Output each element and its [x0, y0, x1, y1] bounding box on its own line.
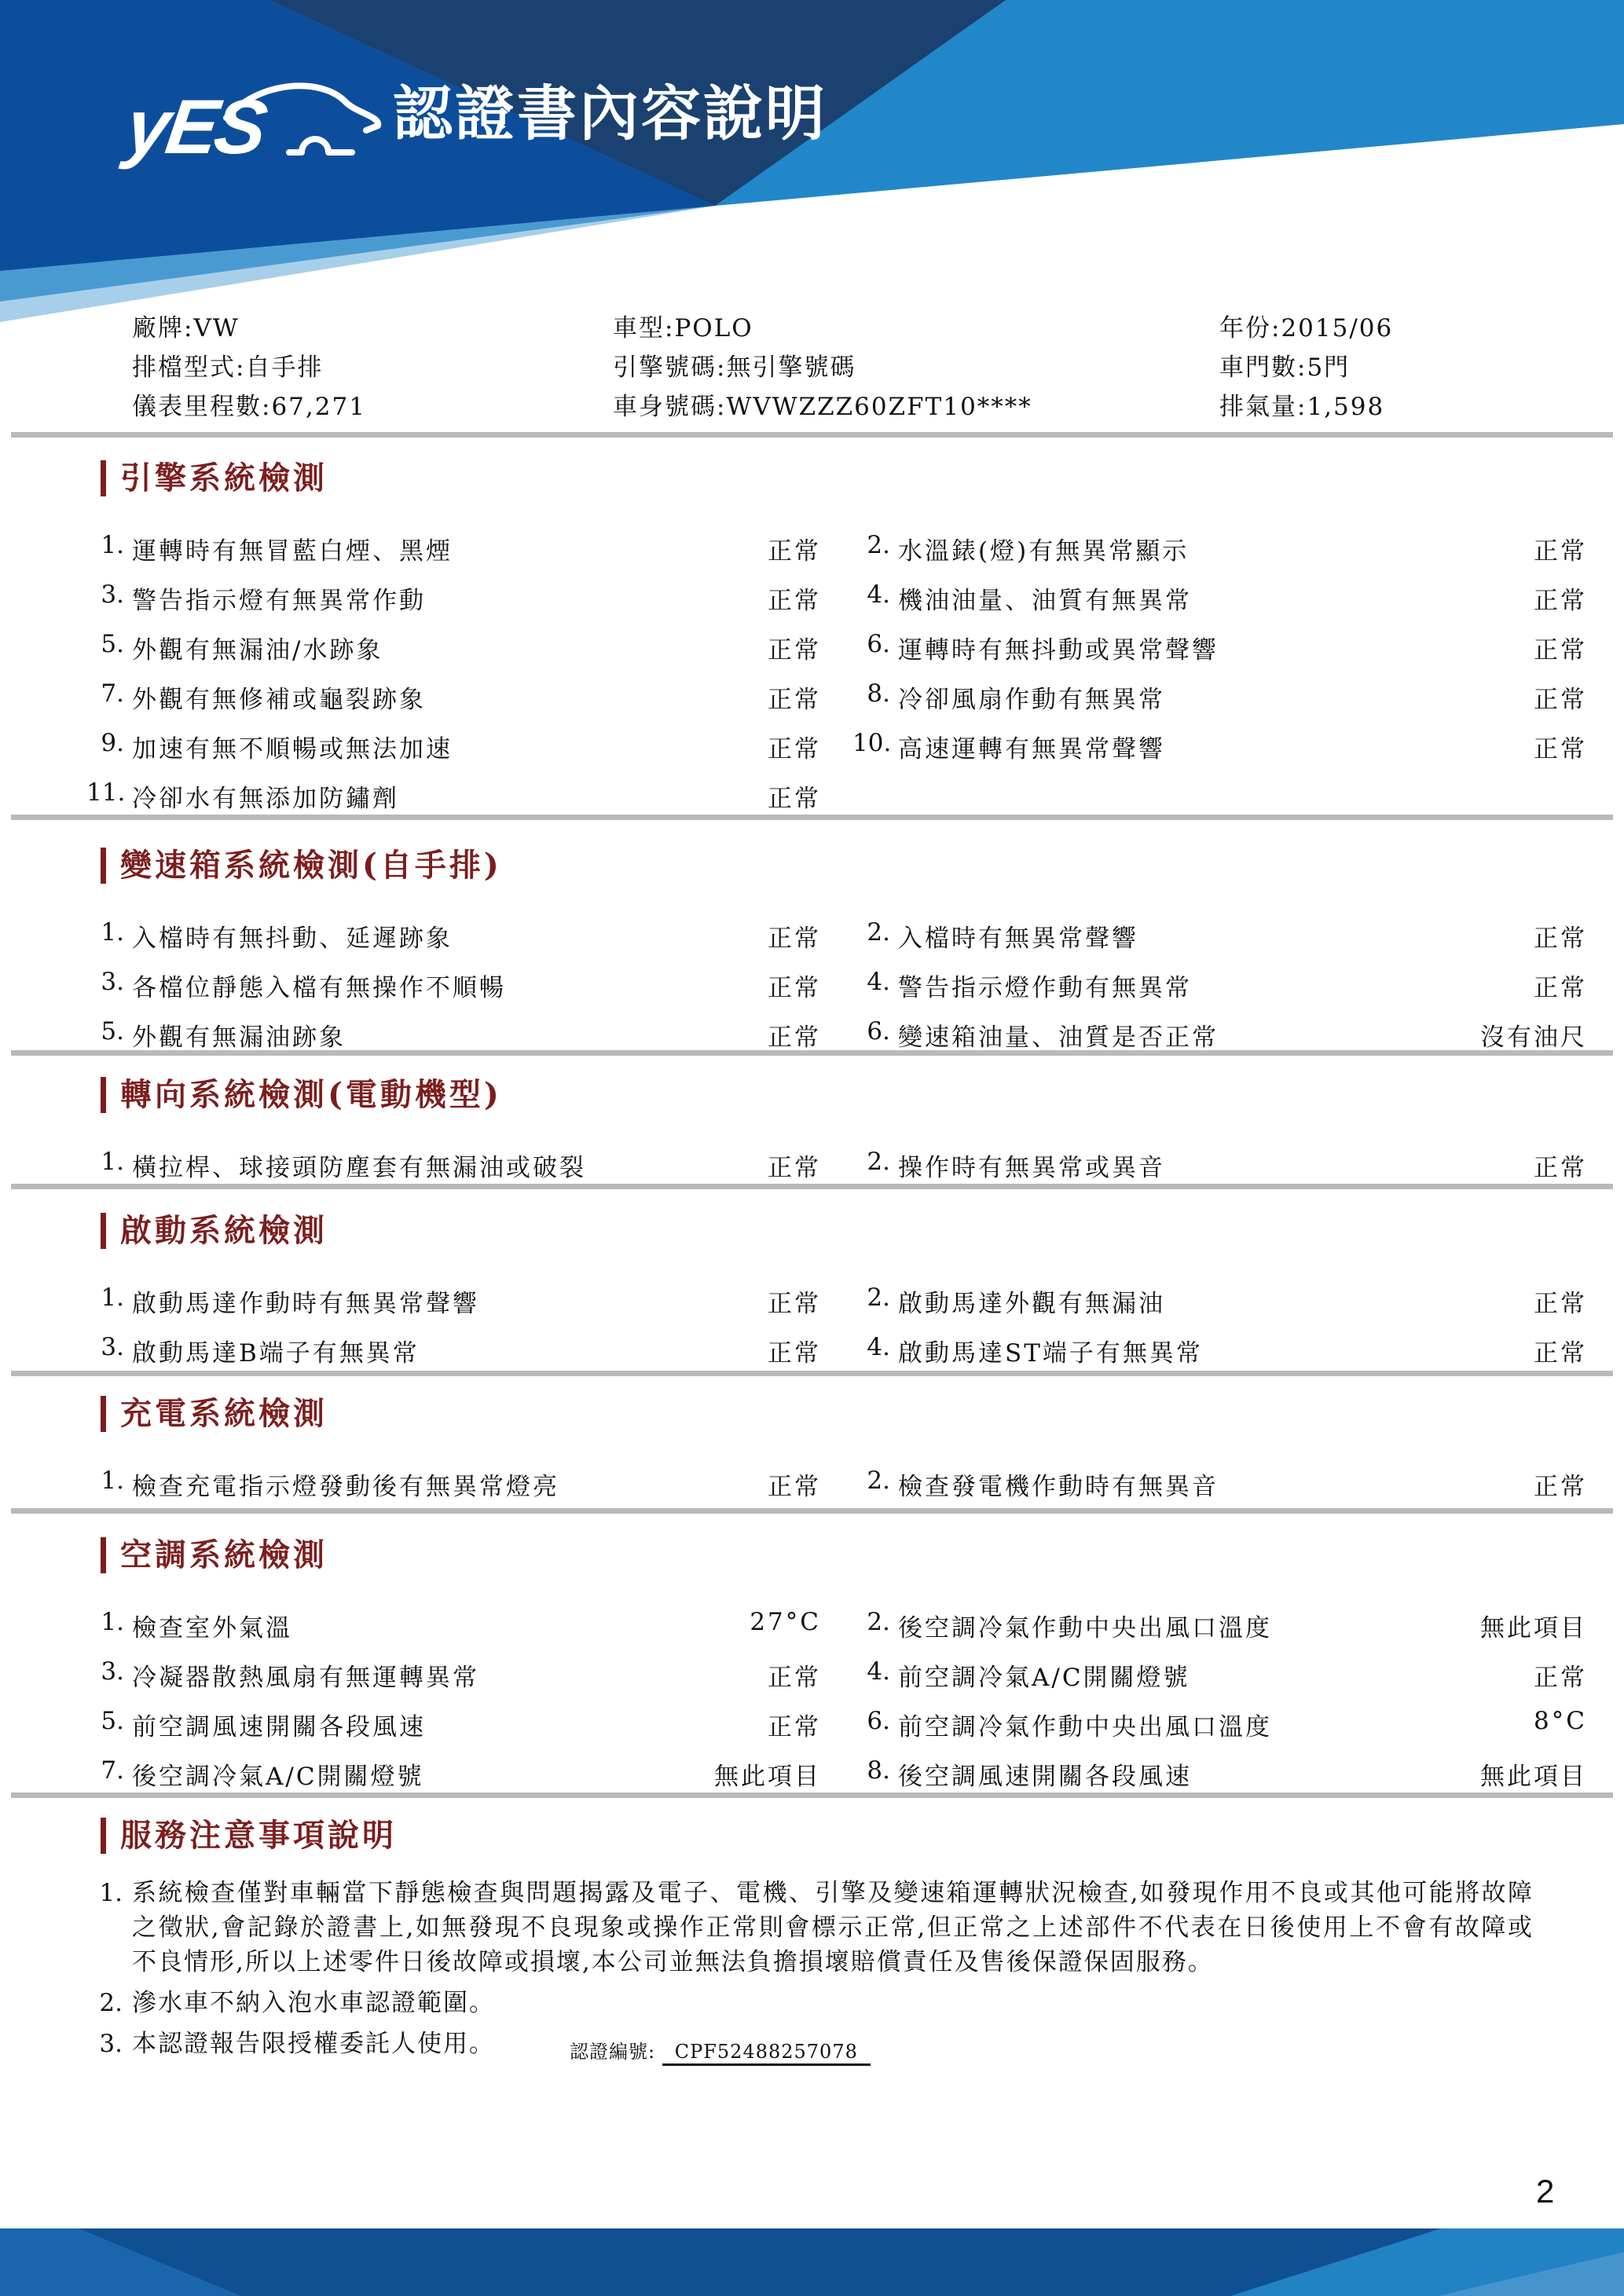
item-text: 外觀有無修補或龜裂跡象: [132, 686, 426, 714]
inspection-section: [0, 460, 1624, 828]
item-result: 正常: [768, 1473, 821, 1501]
item-number: 9.: [101, 729, 124, 757]
item-result: 正常: [1534, 1290, 1587, 1318]
item-text: 啟動馬達ST端子有無異常: [898, 1339, 1203, 1368]
checklist-item: [852, 580, 1587, 630]
car-outline-icon: [222, 75, 387, 162]
checklist-item: [86, 679, 821, 729]
item-number: 1.: [101, 918, 124, 947]
checklist-item: [852, 1608, 1587, 1657]
note-number: 3.: [99, 2030, 123, 2058]
field-value: POLO: [674, 314, 753, 342]
checklist-item: [852, 968, 1587, 1017]
note-text: 滲水車不納入泡水車認證範圍。: [132, 1989, 495, 2017]
section-title-text: 引擎系統檢測: [120, 460, 328, 496]
note-text: 系統檢查僅對車輛當下靜態檢查與問題揭露及電子、電機、引擎及變速箱運轉狀況檢查,如發現作用不良或其他可能將故障之徵狀,會記錄於證書上,如無發現不良現象或操作正常則會標示正常,但正常之上述部件不代表在日後使用上不會有故障或不良情形,所以上述零件日後故障或損壞,本公司並無法負擔損壞賠償責任及售後保證保固服務。: [132, 1879, 1534, 1976]
item-number: 2.: [867, 1148, 890, 1176]
page-title: 認證書內容說明: [393, 81, 827, 148]
item-text: 檢查室外氣溫: [132, 1614, 292, 1642]
item-text: 外觀有無漏油/水跡象: [132, 636, 383, 665]
item-number: 2.: [867, 1608, 890, 1636]
item-result: 正常: [768, 1713, 821, 1741]
item-number: 5.: [101, 630, 124, 658]
item-result: 27°C: [750, 1608, 821, 1636]
section-title: [101, 1537, 1624, 1573]
checklist-item: [86, 1608, 821, 1657]
field-value: VW: [193, 314, 240, 342]
item-number: 2.: [867, 1467, 890, 1495]
checklist-item: [86, 531, 821, 580]
checklist-item: [852, 531, 1587, 580]
checklist-item: [852, 729, 1587, 778]
vehicle-info-column-2: [613, 308, 1032, 426]
certificate-number-label: 認證編號:: [570, 2041, 656, 2063]
item-number: 4.: [867, 1657, 890, 1686]
item-number: 1.: [101, 1148, 124, 1176]
colon: :: [665, 314, 675, 342]
section-title: [101, 1818, 1624, 1854]
item-result: 正常: [768, 1023, 821, 1052]
vehicle-info-field: [1219, 386, 1393, 426]
item-result: 正常: [768, 925, 821, 953]
item-text: 橫拉桿、球接頭防塵套有無漏油或破裂: [132, 1154, 586, 1182]
inspection-section: [0, 848, 1624, 1067]
item-result: 正常: [768, 1339, 821, 1368]
item-result: 正常: [1534, 1473, 1587, 1501]
section-title-text: 變速箱系統檢測(自手排): [120, 847, 502, 884]
item-result: 正常: [768, 1154, 821, 1182]
item-result: 無此項目: [1480, 1763, 1587, 1791]
service-notes-list: [0, 1854, 1624, 2069]
note-number: 1.: [99, 1879, 123, 1907]
item-text: 加速有無不順暢或無法加速: [132, 735, 453, 764]
item-result: 正常: [768, 1664, 821, 1692]
field-label: 引擎號碼: [613, 353, 717, 382]
item-text: 運轉時有無冒藍白煙、黑煙: [132, 537, 453, 566]
colon: :: [262, 393, 272, 421]
item-text: 啟動馬達外觀有無漏油: [898, 1290, 1165, 1318]
yes-logo-text: yES: [121, 83, 269, 170]
vehicle-info-field: [132, 347, 366, 386]
item-number: 2.: [867, 918, 890, 947]
item-text: 後空調風速開關各段風速: [898, 1763, 1192, 1791]
field-value: 無引擎號碼: [726, 353, 856, 382]
checklist-item: [86, 1657, 821, 1707]
vehicle-info-field: [132, 308, 366, 347]
section-items: [86, 884, 1587, 1067]
item-result: 正常: [768, 785, 821, 813]
item-result: 正常: [768, 636, 821, 665]
item-number: 5.: [101, 1017, 124, 1045]
item-text: 後空調冷氣作動中央出風口溫度: [898, 1614, 1272, 1642]
item-text: 操作時有無異常或異音: [898, 1154, 1165, 1182]
item-number: 1.: [101, 1608, 124, 1636]
service-note: [86, 1876, 1534, 1979]
item-text: 冷卻水有無添加防鏽劑: [132, 785, 399, 813]
checklist-item: [86, 1017, 821, 1067]
item-text: 變速箱油量、油質是否正常: [898, 1023, 1219, 1052]
service-note: [86, 1986, 1534, 2020]
item-result: 沒有油尺: [1480, 1023, 1587, 1052]
checklist-item: [852, 1148, 1587, 1197]
section-title: [101, 460, 1624, 496]
colon: :: [717, 353, 727, 382]
field-label: 車身號碼: [613, 393, 717, 421]
item-result: 正常: [1534, 735, 1587, 764]
item-number: 6.: [867, 1707, 890, 1735]
item-number: 2.: [867, 531, 890, 559]
item-number: 6.: [867, 1017, 890, 1045]
checklist-item: [86, 729, 821, 778]
checklist-item: [852, 1467, 1587, 1516]
checklist-item: [86, 778, 821, 828]
vehicle-info-field: [132, 386, 366, 426]
checklist-item: [852, 1017, 1587, 1067]
checklist-item: [86, 968, 821, 1017]
checklist-item: [852, 630, 1587, 679]
item-result: 正常: [1534, 974, 1587, 1002]
item-result: 正常: [768, 1290, 821, 1318]
item-number: 3.: [101, 1333, 124, 1361]
section-title: [101, 1396, 1624, 1432]
item-result: 正常: [1534, 1664, 1587, 1692]
item-number: 10.: [852, 729, 892, 757]
checklist-item: [86, 1148, 821, 1197]
item-result: 正常: [768, 537, 821, 566]
colon: :: [236, 353, 246, 382]
item-result: 正常: [768, 686, 821, 714]
item-result: 無此項目: [714, 1763, 821, 1791]
checklist-item: [86, 918, 821, 968]
item-text: 各檔位靜態入檔有無操作不順暢: [132, 974, 506, 1002]
item-text: 檢查充電指示燈發動後有無異常燈亮: [132, 1473, 559, 1501]
item-number: 3.: [101, 580, 124, 609]
item-result: 正常: [1534, 1154, 1587, 1182]
item-number: 8.: [867, 1756, 890, 1785]
section-items: [86, 1249, 1587, 1382]
inspection-section: [0, 1396, 1624, 1516]
item-number: 11.: [86, 778, 126, 807]
field-label: 車型: [613, 314, 665, 342]
section-title-text: 啟動系統檢測: [120, 1212, 328, 1249]
vehicle-info-field: [613, 386, 1032, 426]
field-value: 5門: [1307, 353, 1351, 382]
checklist-item: [852, 1657, 1587, 1707]
field-value: WVWZZZ60ZFT10****: [726, 393, 1032, 421]
item-text: 高速運轉有無異常聲響: [898, 735, 1165, 764]
section-title: [101, 1077, 1624, 1113]
colon: :: [717, 393, 727, 421]
item-text: 冷凝器散熱風扇有無運轉異常: [132, 1664, 479, 1692]
checklist-item: [86, 1333, 821, 1382]
checklist-item: [86, 1283, 821, 1333]
item-text: 前空調風速開關各段風速: [132, 1713, 426, 1741]
item-result: 正常: [768, 587, 821, 615]
item-number: 3.: [101, 1657, 124, 1686]
item-number: 4.: [867, 968, 890, 996]
item-text: 運轉時有無抖動或異常聲響: [898, 636, 1219, 665]
item-text: 檢查發電機作動時有無異音: [898, 1473, 1219, 1501]
section-items: [86, 1113, 1587, 1197]
inspection-section: [0, 1077, 1624, 1197]
section-title-text: 轉向系統檢測(電動機型): [120, 1076, 502, 1113]
item-result: 無此項目: [1480, 1614, 1587, 1642]
note-number: 2.: [99, 1989, 123, 2017]
item-result: 正常: [768, 735, 821, 764]
item-number: 1.: [101, 531, 124, 559]
section-title: [101, 1213, 1624, 1249]
vehicle-info-field: [1219, 347, 1393, 386]
item-text: 警告指示燈作動有無異常: [898, 974, 1192, 1002]
vehicle-info-column-3: [1219, 308, 1393, 426]
page-header: [0, 0, 1624, 324]
item-text: 前空調冷氣A/C開關燈號: [898, 1664, 1190, 1692]
section-items: [86, 1573, 1587, 1806]
page-number: 2: [1536, 2173, 1555, 2210]
section-title-text: 充電系統檢測: [120, 1395, 328, 1432]
section-title-text: 服務注意事項說明: [120, 1817, 397, 1854]
checklist-item: [852, 918, 1587, 968]
item-text: 後空調冷氣A/C開關燈號: [132, 1763, 424, 1791]
vehicle-info-field: [613, 347, 1032, 386]
item-text: 入檔時有無異常聲響: [898, 925, 1138, 953]
item-result: 正常: [1534, 1339, 1587, 1368]
item-text: 冷卻風扇作動有無異常: [898, 686, 1165, 714]
vehicle-info-field: [613, 308, 1032, 347]
item-result: 正常: [1534, 587, 1587, 615]
colon: :: [1297, 353, 1307, 382]
field-label: 車門數: [1219, 353, 1297, 382]
section-divider: [11, 432, 1613, 438]
item-number: 7.: [101, 679, 124, 708]
inspection-section: [0, 1213, 1624, 1382]
field-label: 儀表里程數: [132, 393, 262, 421]
section-title-text: 空調系統檢測: [120, 1536, 328, 1573]
checklist-item: [86, 630, 821, 679]
item-result: 正常: [1534, 636, 1587, 665]
item-number: 6.: [867, 630, 890, 658]
item-text: 啟動馬達B端子有無異常: [132, 1339, 420, 1368]
item-text: 啟動馬達作動時有無異常聲響: [132, 1290, 479, 1318]
colon: :: [184, 314, 194, 342]
vehicle-info-column-1: [132, 308, 366, 426]
service-notes-section: [0, 1818, 1624, 2069]
item-number: 4.: [867, 580, 890, 609]
item-result: 正常: [1534, 925, 1587, 953]
field-label: 排檔型式: [132, 353, 236, 382]
item-result: 正常: [1534, 537, 1587, 566]
item-result: 8°C: [1534, 1707, 1587, 1735]
item-number: 2.: [867, 1283, 890, 1312]
item-result: 正常: [1534, 686, 1587, 714]
certificate-number-value: CPF52488257078: [662, 2041, 871, 2066]
checklist-item: [86, 580, 821, 630]
item-text: 外觀有無漏油跡象: [132, 1023, 346, 1052]
checklist-item: [852, 1333, 1587, 1382]
item-number: 4.: [867, 1333, 890, 1361]
field-label: 廠牌: [132, 314, 184, 342]
checklist-item: [852, 679, 1587, 729]
certificate-number-field: [570, 2027, 871, 2069]
section-items: [86, 496, 1587, 828]
colon: :: [1271, 314, 1281, 342]
item-number: 1.: [101, 1467, 124, 1495]
field-label: 年份: [1219, 314, 1271, 342]
item-text: 機油油量、油質有無異常: [898, 587, 1192, 615]
service-note: [86, 2027, 1534, 2069]
section-title: [101, 848, 1624, 884]
item-text: 入檔時有無抖動、延遲跡象: [132, 925, 453, 953]
checklist-item: [852, 1756, 1587, 1806]
item-number: 8.: [867, 679, 890, 708]
field-value: 自手排: [245, 353, 324, 382]
checklist-item: [86, 1707, 821, 1756]
note-text: 本認證報告限授權委託人使用。: [132, 2030, 495, 2058]
colon: :: [1297, 393, 1307, 421]
field-value: 67,271: [271, 393, 366, 421]
footer-background: [0, 2228, 1624, 2296]
checklist-item: [852, 1283, 1587, 1333]
field-value: 1,598: [1307, 393, 1385, 421]
section-items: [86, 1432, 1587, 1516]
field-label: 排氣量: [1219, 393, 1297, 421]
field-value: 2015/06: [1281, 314, 1394, 342]
item-number: 3.: [101, 968, 124, 996]
item-text: 前空調冷氣作動中央出風口溫度: [898, 1713, 1272, 1741]
inspection-section: [0, 1537, 1624, 1806]
item-text: 水溫錶(燈)有無異常顯示: [898, 537, 1190, 566]
checklist-item: [86, 1467, 821, 1516]
item-result: 正常: [768, 974, 821, 1002]
item-number: 1.: [101, 1283, 124, 1312]
item-number: 5.: [101, 1707, 124, 1735]
item-text: 警告指示燈有無異常作動: [132, 587, 426, 615]
vehicle-info-field: [1219, 308, 1393, 347]
item-number: 7.: [101, 1756, 124, 1785]
checklist-item: [852, 1707, 1587, 1756]
checklist-item: [86, 1756, 821, 1806]
